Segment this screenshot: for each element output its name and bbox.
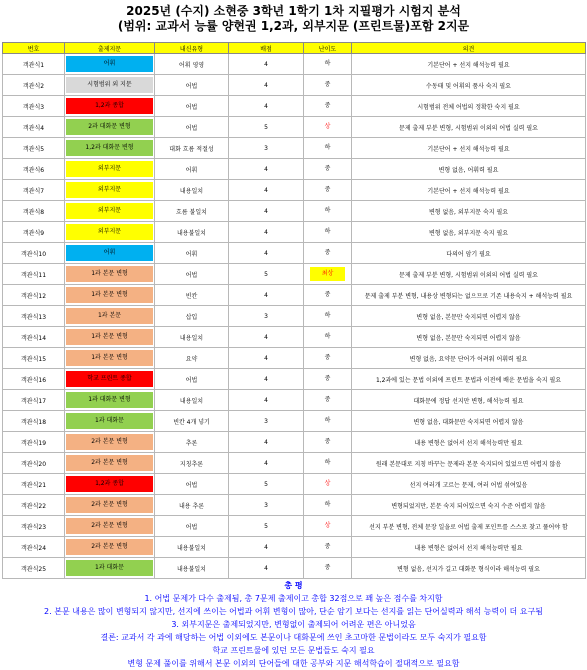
score: 5 — [229, 264, 304, 285]
difficulty-label: 중 — [324, 564, 331, 571]
question-type: 어휘 — [155, 159, 229, 180]
source-cell — [65, 138, 155, 159]
score: 3 — [229, 411, 304, 432]
source-label: 1과 대화문 — [66, 413, 153, 429]
score: 4 — [229, 327, 304, 348]
question-type: 어휘 — [155, 243, 229, 264]
question-type: 내용일치 — [155, 327, 229, 348]
source-cell — [65, 264, 155, 285]
table-row — [3, 369, 586, 390]
question-type: 어법 — [155, 516, 229, 537]
question-number: 객관식6 — [3, 159, 65, 180]
source-label: 외부지문 — [66, 224, 153, 240]
source-label: 2과 본문 변형 — [66, 497, 153, 513]
table-row — [3, 537, 586, 558]
table-row — [3, 453, 586, 474]
source-cell — [65, 369, 155, 390]
score: 4 — [229, 54, 304, 75]
question-number: 객관식17 — [3, 390, 65, 411]
title-line-2: (범위: 교과서 능률 양현권 1,2과, 외부지문 (프린트물)포함 2지문 — [117, 19, 470, 33]
source-label: 1과 본문 변형 — [66, 350, 153, 366]
difficulty-cell — [304, 180, 352, 201]
question-type: 어법 — [155, 474, 229, 495]
difficulty-label: 중 — [324, 396, 331, 403]
source-cell — [65, 96, 155, 117]
difficulty-cell — [304, 453, 352, 474]
source-label: 1,2과 종합 — [66, 476, 153, 492]
difficulty-label: 중 — [324, 81, 331, 88]
source-label: 학교 프린트 종합 — [66, 371, 153, 387]
question-type: 내용일치 — [155, 180, 229, 201]
question-number: 객관식9 — [3, 222, 65, 243]
table-row — [3, 138, 586, 159]
table-row — [3, 264, 586, 285]
summary-line: 1. 어법 문제가 다수 출제됨, 총 7문제 출제이고 총합 32점으로 꽤 높은 점수를 차지함 — [144, 594, 443, 603]
question-type: 내용 추론 — [155, 495, 229, 516]
source-label: 외부지문 — [66, 203, 153, 219]
source-cell — [65, 474, 155, 495]
header-row — [3, 43, 586, 54]
source-label: 외부지문 — [66, 182, 153, 198]
source-label: 2과 본문 변형 — [66, 518, 153, 534]
difficulty-cell — [304, 516, 352, 537]
score: 4 — [229, 432, 304, 453]
source-label: 어휘 — [66, 56, 153, 72]
difficulty-label: 중 — [324, 186, 331, 193]
comment: 다의어 암기 필요 — [352, 243, 586, 264]
comment: 변형되었지만, 본문 숙지 되어있으면 숙지 수준 어렵지 않음 — [352, 495, 586, 516]
question-type: 추론 — [155, 432, 229, 453]
question-type: 내용불일치 — [155, 537, 229, 558]
source-cell — [65, 75, 155, 96]
source-cell — [65, 285, 155, 306]
score: 3 — [229, 495, 304, 516]
difficulty-cell — [304, 138, 352, 159]
score: 4 — [229, 159, 304, 180]
question-number: 객관식3 — [3, 96, 65, 117]
source-cell — [65, 558, 155, 579]
difficulty-label: 최상 — [310, 267, 345, 281]
source-label: 외부지문 — [66, 161, 153, 177]
question-number: 객관식16 — [3, 369, 65, 390]
comment: 변형 없음, 외부지문 숙지 필요 — [352, 201, 586, 222]
difficulty-label: 중 — [324, 543, 331, 550]
difficulty-label: 하 — [324, 417, 331, 424]
score: 4 — [229, 222, 304, 243]
question-number: 객관식23 — [3, 516, 65, 537]
difficulty-cell — [304, 75, 352, 96]
score: 4 — [229, 348, 304, 369]
difficulty-label: 중 — [324, 291, 331, 298]
table-row — [3, 54, 586, 75]
summary-line: 학교 프린트물에 있던 모든 문법들도 숙지 필요 — [212, 646, 375, 655]
header-type: 내신유형 — [155, 43, 229, 54]
table-row — [3, 243, 586, 264]
source-cell — [65, 516, 155, 537]
comment: 기본단어 + 선지 해석능력 필요 — [352, 180, 586, 201]
table-row — [3, 474, 586, 495]
source-cell — [65, 390, 155, 411]
source-cell — [65, 159, 155, 180]
difficulty-label: 상 — [324, 123, 331, 130]
difficulty-label: 중 — [324, 354, 331, 361]
difficulty-cell — [304, 537, 352, 558]
table-row — [3, 306, 586, 327]
table-row — [3, 495, 586, 516]
difficulty-label: 중 — [324, 249, 331, 256]
score: 3 — [229, 138, 304, 159]
difficulty-cell — [304, 327, 352, 348]
comment: 문제 출제 부분 변형, 시험범위 이외의 어법 실력 필요 — [352, 117, 586, 138]
question-number: 객관식22 — [3, 495, 65, 516]
question-number: 객관식15 — [3, 348, 65, 369]
table-row — [3, 432, 586, 453]
question-type: 흐름 불일치 — [155, 201, 229, 222]
question-type: 빈칸 — [155, 285, 229, 306]
source-label: 2과 대화문 변형 — [66, 119, 153, 135]
table-row — [3, 222, 586, 243]
source-cell — [65, 306, 155, 327]
source-label: 1과 본문 변형 — [66, 266, 153, 282]
question-number: 객관식2 — [3, 75, 65, 96]
difficulty-cell — [304, 159, 352, 180]
question-number: 객관식21 — [3, 474, 65, 495]
table-row — [3, 180, 586, 201]
table-row — [3, 411, 586, 432]
difficulty-cell — [304, 348, 352, 369]
question-type: 내용불일치 — [155, 558, 229, 579]
question-type: 지칭추론 — [155, 453, 229, 474]
source-cell — [65, 537, 155, 558]
difficulty-label: 하 — [324, 228, 331, 235]
difficulty-label: 하 — [324, 312, 331, 319]
comment: 기본단어 + 선지 해석능력 필요 — [352, 54, 586, 75]
summary-line: 2. 본문 내용은 많이 변형되지 않지만, 선지에 쓰이는 어법과 어휘 변형이 많아, 단순 암기 보다는 선지를 읽는 단어실력과 해석 능력이 더 요구됨 — [44, 607, 543, 616]
source-cell — [65, 411, 155, 432]
comment: 대화문에 정답 선지만 변형, 해석능력 필요 — [352, 390, 586, 411]
difficulty-cell — [304, 285, 352, 306]
difficulty-label: 하 — [324, 333, 331, 340]
table-row — [3, 516, 586, 537]
difficulty-label: 하 — [324, 501, 331, 508]
comment: 변형 없음, 어휘력 필요 — [352, 159, 586, 180]
question-number: 객관식5 — [3, 138, 65, 159]
comment: 변형 없음, 본문만 숙지되면 어렵지 않음 — [352, 306, 586, 327]
difficulty-cell — [304, 411, 352, 432]
question-type: 내용불일치 — [155, 222, 229, 243]
question-type: 요약 — [155, 348, 229, 369]
source-cell — [65, 348, 155, 369]
difficulty-cell — [304, 558, 352, 579]
comment: 선지 부분 변형, 전체 문장 일을로 어법 출제 포인트를 스스로 찾고 풀어야 함 — [352, 516, 586, 537]
header-difficulty: 난이도 — [304, 43, 352, 54]
summary-section — [2, 579, 585, 670]
difficulty-label: 중 — [324, 375, 331, 382]
header-source: 출제지문 — [65, 43, 155, 54]
question-number: 객관식14 — [3, 327, 65, 348]
source-label: 1과 대화문 — [66, 560, 153, 576]
comment: 문제 출제 부분 변형, 내용상 변형되는 없으므로 기존 내용숙지 + 해석능력 필요 — [352, 285, 586, 306]
table-row — [3, 159, 586, 180]
difficulty-cell — [304, 474, 352, 495]
source-label: 2과 본문 변형 — [66, 455, 153, 471]
question-type: 어법 — [155, 117, 229, 138]
question-number: 객관식11 — [3, 264, 65, 285]
analysis-table — [2, 42, 586, 579]
question-number: 객관식10 — [3, 243, 65, 264]
question-number: 객관식8 — [3, 201, 65, 222]
question-number: 객관식13 — [3, 306, 65, 327]
question-number: 객관식1 — [3, 54, 65, 75]
score: 4 — [229, 537, 304, 558]
table-row — [3, 327, 586, 348]
table-row — [3, 75, 586, 96]
difficulty-label: 하 — [324, 144, 331, 151]
difficulty-label: 중 — [324, 102, 331, 109]
source-cell — [65, 180, 155, 201]
difficulty-label: 상 — [324, 480, 331, 487]
source-cell — [65, 453, 155, 474]
question-type: 어법 — [155, 96, 229, 117]
comment: 기본단어 + 선지 해석능력 필요 — [352, 138, 586, 159]
source-label: 1과 본문 — [66, 308, 153, 324]
comment: 변형 없음, 대화문만 숙지되면 어렵지 않음 — [352, 411, 586, 432]
score: 4 — [229, 369, 304, 390]
score: 4 — [229, 201, 304, 222]
question-number: 객관식7 — [3, 180, 65, 201]
comment: 문제 출제 부분 변형, 시험범위 이외의 어법 실력 필요 — [352, 264, 586, 285]
score: 4 — [229, 243, 304, 264]
difficulty-cell — [304, 495, 352, 516]
table-row — [3, 96, 586, 117]
difficulty-label: 하 — [324, 207, 331, 214]
difficulty-label: 중 — [324, 165, 331, 172]
comment: 변형 없음, 선지가 길고 대화문 형식이라 해석능력 필요 — [352, 558, 586, 579]
table-row — [3, 117, 586, 138]
header-comment: 의견 — [352, 43, 586, 54]
question-type: 어법 — [155, 75, 229, 96]
comment: 선지 여러개 고르는 문제, 여러 어법 섞여있음 — [352, 474, 586, 495]
source-label: 2과 본문 변형 — [66, 539, 153, 555]
question-number: 객관식20 — [3, 453, 65, 474]
score: 4 — [229, 96, 304, 117]
summary-line: 결론: 교과서 각 과에 해당하는 어법 이외에도 본문이나 대화문에 쓰인 초고마한 문법이라도 모두 숙지가 필요함 — [100, 633, 487, 642]
score: 4 — [229, 453, 304, 474]
header-number: 번호 — [3, 43, 65, 54]
source-label: 1과 대화문 변형 — [66, 392, 153, 408]
score: 5 — [229, 516, 304, 537]
title-line-1: 2025년 (수지) 소현중 3학년 1학기 1차 지필평가 시험지 분석 — [126, 4, 461, 18]
source-label: 1과 본문 변형 — [66, 329, 153, 345]
score: 4 — [229, 180, 304, 201]
score: 3 — [229, 306, 304, 327]
difficulty-label: 하 — [324, 60, 331, 67]
table-row — [3, 558, 586, 579]
summary-line: 3. 외부지문은 출제되었지만, 변형없이 출제되어 어려운 편은 아니었음 — [171, 620, 416, 629]
document-title — [0, 0, 587, 34]
question-type: 빈칸 4개 넣기 — [155, 411, 229, 432]
source-label: 시험범위 외 지문 — [66, 77, 153, 93]
question-number: 객관식4 — [3, 117, 65, 138]
source-label: 2과 본문 변형 — [66, 434, 153, 450]
summary-line: 변형 문제 풀이를 위해서 본문 이외의 단어들에 대한 공부와 지문 해석학습이 절대적으로 필요함 — [127, 659, 460, 668]
question-type: 내용일치 — [155, 390, 229, 411]
difficulty-cell — [304, 264, 352, 285]
source-cell — [65, 495, 155, 516]
comment: 변형 없음, 본문만 숙지되면 어렵지 않음 — [352, 327, 586, 348]
score: 4 — [229, 285, 304, 306]
difficulty-label: 상 — [324, 522, 331, 529]
difficulty-cell — [304, 222, 352, 243]
comment: 시험범위 전체 어법의 정확한 숙지 필요 — [352, 96, 586, 117]
question-number: 객관식18 — [3, 411, 65, 432]
question-type: 어휘 영영 — [155, 54, 229, 75]
score: 4 — [229, 390, 304, 411]
source-cell — [65, 201, 155, 222]
comment: 1,2과에 있는 문법 이외에 프린트 문법과 이전에 배운 문법을 숙지 필요 — [352, 369, 586, 390]
comment: 수동태 및 어휘의 품사 숙지 필요 — [352, 75, 586, 96]
question-type: 대화 흐름 적절성 — [155, 138, 229, 159]
difficulty-cell — [304, 432, 352, 453]
question-type: 어법 — [155, 369, 229, 390]
source-label: 1,2과 종합 — [66, 98, 153, 114]
difficulty-cell — [304, 117, 352, 138]
difficulty-label: 하 — [324, 459, 331, 466]
source-cell — [65, 222, 155, 243]
score: 5 — [229, 474, 304, 495]
difficulty-cell — [304, 201, 352, 222]
difficulty-label: 중 — [324, 438, 331, 445]
source-label: 1,2과 대화문 변형 — [66, 140, 153, 156]
question-number: 객관식24 — [3, 537, 65, 558]
source-cell — [65, 432, 155, 453]
question-type: 어법 — [155, 264, 229, 285]
difficulty-cell — [304, 390, 352, 411]
comment: 내용 변형은 없어서 선지 해석능력만 필요 — [352, 537, 586, 558]
question-type: 삽입 — [155, 306, 229, 327]
difficulty-cell — [304, 369, 352, 390]
table-row — [3, 348, 586, 369]
header-score: 배점 — [229, 43, 304, 54]
comment: 변형 없음, 요약문 단어가 어려워 어휘력 필요 — [352, 348, 586, 369]
source-label: 어휘 — [66, 245, 153, 261]
score: 4 — [229, 558, 304, 579]
table-row — [3, 390, 586, 411]
difficulty-cell — [304, 54, 352, 75]
score: 5 — [229, 117, 304, 138]
comment: 원래 본문대로 지칭 바꾸는 문제라 본문 숙지되어 있었으면 어렵지 않음 — [352, 453, 586, 474]
source-cell — [65, 54, 155, 75]
table-body — [3, 54, 586, 579]
difficulty-cell — [304, 96, 352, 117]
source-label: 1과 본문 변형 — [66, 287, 153, 303]
difficulty-cell — [304, 243, 352, 264]
difficulty-cell — [304, 306, 352, 327]
summary-heading: 총 평 — [284, 581, 303, 590]
source-cell — [65, 327, 155, 348]
question-number: 객관식19 — [3, 432, 65, 453]
source-cell — [65, 243, 155, 264]
score: 4 — [229, 75, 304, 96]
source-cell — [65, 117, 155, 138]
comment: 내용 변형은 없어서 선지 해석능력만 필요 — [352, 432, 586, 453]
question-number: 객관식25 — [3, 558, 65, 579]
table-row — [3, 201, 586, 222]
question-number: 객관식12 — [3, 285, 65, 306]
table-row — [3, 285, 586, 306]
comment: 변형 없음, 외부지문 숙지 필요 — [352, 222, 586, 243]
